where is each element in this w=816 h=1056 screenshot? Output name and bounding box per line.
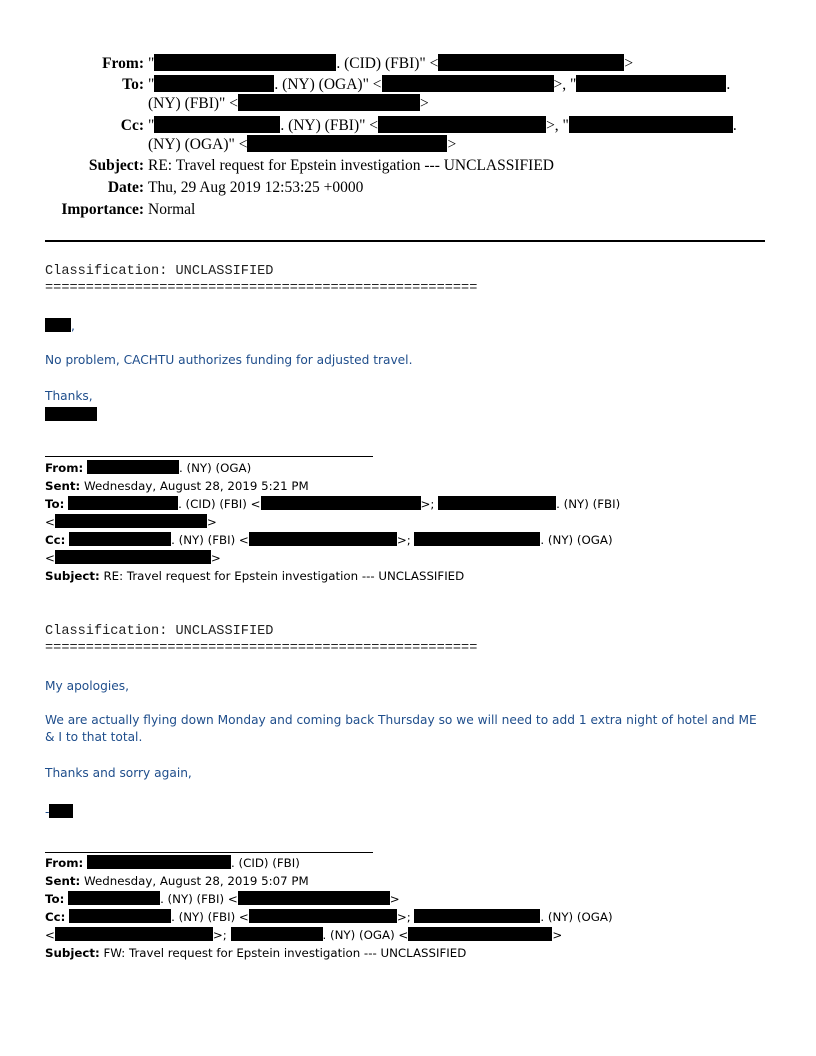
redaction-block (154, 75, 274, 92)
classification-rule: ===================================================== (45, 281, 478, 296)
redaction-block (68, 496, 178, 510)
redaction-block (438, 54, 624, 71)
redaction-block (55, 927, 213, 941)
fwd-subject-row: Subject: RE: Travel request for Epstein investigation --- UNCLASSIFIED (45, 569, 465, 583)
message-body: No problem, CACHTU authorizes funding for adjusted travel. (45, 353, 413, 367)
fwd-sent-row: Sent: Wednesday, August 28, 2019 5:07 PM (45, 874, 309, 888)
redaction-block (87, 855, 231, 869)
redaction-block (154, 54, 336, 71)
header-cc-label: Cc: (120, 117, 144, 134)
fwd-to-row-2: < > (45, 515, 217, 529)
redaction-block (249, 532, 397, 546)
redaction-block (55, 514, 207, 528)
redaction-block (247, 135, 447, 152)
message-opening: My apologies, (45, 679, 129, 693)
redaction-block (408, 927, 552, 941)
fwd-cc-row-2: < >; . (NY) (OGA) < > (45, 928, 563, 942)
redaction-block (382, 75, 554, 92)
redaction-block (154, 116, 280, 133)
fwd-cc-row-2: < > (45, 551, 221, 565)
redaction-block (68, 891, 160, 905)
header-subject-label: Subject: (88, 157, 144, 174)
email-document: From: " . (CID) (FBI)" < > To: " . (NY) (OGA)" < >, " . (NY) (FBI)" < > Cc: " . (NY) (FBI)" < >, " . (NY) (OGA)" < > Subject: RE: Travel request for Epstein investigation --- UNCLASSIFIED Date: Thu, 29 Aug 2019 12:53:25 +0000 Importance: Normal Classification: UNCLASSIFIED ===================================================== , No problem, CACHTU authorizes funding for adjusted travel. Thanks, From: . (NY) (OGA) Sent: Wednesday, August 28, 2019 5:21 PM To: . (CID) (FBI) < >; . (NY) (FBI) < > Cc: . (NY) (FBI) < >; . (NY) (OGA) < > Subject: RE: Travel request for Epstein investigation --- UNCLASSIFIED Classification: UNCLASSIFIED ===================================================== My apologies, We are actually flying down Monday and coming back Thursday so we will need to add 1 extra night of hotel and ME & I to that total. Thanks and sorry again, - From: . (CID) (FBI) Sent: Wednesday, August 28, 2019 5:07 PM To: . (NY) (FBI) < > Cc: . (NY) (FBI) < >; . (NY) (OGA) < >; . (NY) (OGA) < > Subject: FW: Travel request for Epstein investigation --- UNCLASSIFIED (0, 0, 816, 1056)
reply-separator (45, 456, 373, 457)
classification-label: Classification: UNCLASSIFIED (45, 264, 274, 279)
redaction-block (45, 318, 71, 332)
fwd-sent-row: Sent: Wednesday, August 28, 2019 5:21 PM (45, 479, 309, 493)
fwd-cc-row: Cc: . (NY) (FBI) < >; . (NY) (OGA) (45, 910, 613, 924)
redaction-block (231, 927, 323, 941)
header-date-label: Date: (107, 179, 144, 196)
signoff: Thanks, (45, 389, 93, 403)
redaction-block (69, 909, 171, 923)
classification-rule: ===================================================== (45, 641, 478, 656)
redaction-block (87, 460, 179, 474)
redaction-block (414, 909, 540, 923)
redaction-block (438, 496, 556, 510)
redaction-block (576, 75, 726, 92)
redaction-block (249, 909, 397, 923)
classification-label: Classification: UNCLASSIFIED (45, 624, 274, 639)
header-to-label: To: (122, 76, 144, 93)
message-body: We are actually flying down Monday and coming back Thursday so we will need to add 1 extra night of hotel and ME & I to that total. (45, 713, 757, 744)
fwd-to-row: To: . (NY) (FBI) < > (45, 892, 400, 906)
header-importance-label: Importance: (61, 201, 144, 218)
header-from-label: From: (102, 55, 144, 72)
signature: - (45, 804, 73, 821)
redaction-block (261, 496, 421, 510)
header-importance-value: Normal (148, 201, 196, 218)
fwd-to-row: To: . (CID) (FBI) < >; . (NY) (FBI) (45, 497, 621, 511)
redaction-block (414, 532, 540, 546)
redaction-block (378, 116, 546, 133)
signoff: Thanks and sorry again, (45, 766, 192, 780)
header-divider (45, 240, 765, 242)
fwd-from-row: From: . (CID) (FBI) (45, 856, 300, 870)
header-subject-value: RE: Travel request for Epstein investigation --- UNCLASSIFIED (148, 157, 554, 174)
header-date-value: Thu, 29 Aug 2019 12:53:25 +0000 (148, 179, 364, 196)
fwd-from-row: From: . (NY) (OGA) (45, 461, 252, 475)
fwd-subject-row: Subject: FW: Travel request for Epstein investigation --- UNCLASSIFIED (45, 946, 467, 960)
redaction-block (69, 532, 171, 546)
redaction-block (55, 550, 211, 564)
redaction-block (45, 407, 97, 421)
signature (45, 407, 97, 424)
redaction-block (238, 94, 420, 111)
reply-separator (45, 852, 373, 853)
salutation: , (45, 318, 75, 335)
fwd-cc-row: Cc: . (NY) (FBI) < >; . (NY) (OGA) (45, 533, 613, 547)
redaction-block (569, 116, 733, 133)
redaction-block (49, 804, 73, 818)
redaction-block (238, 891, 390, 905)
